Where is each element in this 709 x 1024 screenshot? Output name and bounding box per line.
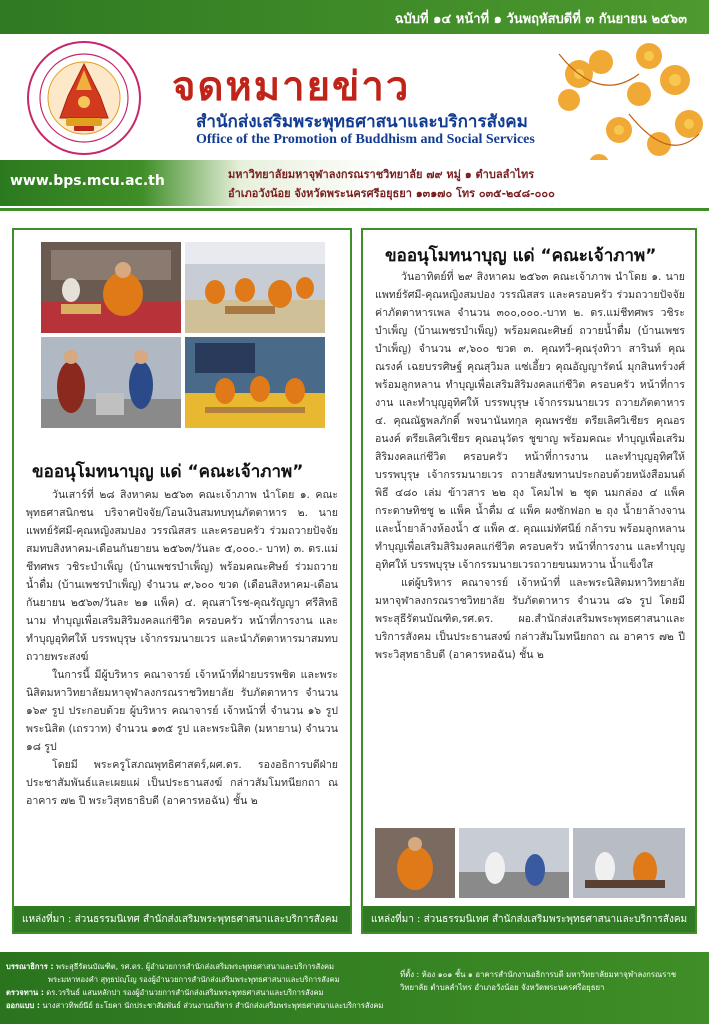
office-name-english: Office of the Promotion of Buddhism and Social Services xyxy=(196,132,535,147)
right-article-title: ขออนุโมทนาบุญ แด่ “คณะเจ้าภาพ” xyxy=(385,246,657,266)
left-photo-grid xyxy=(41,242,325,428)
left-paragraph-1: วันเสาร์ที่ ๒๘ สิงหาคม ๒๕๖๓ คณะเจ้าภาพ นำโดย ๑. คณะพุทธศาสนิกชน บริจาคปัจจัย/โอนเงินสมทบทุนภัตตาหาร ๒. นายแพทย์รัศมี-คุณหญิงสมปอง วรรณิสสร และครอบครัว ร่วมถวายปัจจัยสมทบสิงหาคม-เดือนกันยายน ๒๕๖๓/วันละ ๕,๐๐๐.- บาท) ๓. ดร.แม่ชีทศพร วชิระบำเพ็ญ (บ้านเพชรบำเพ็ญ) พร้อมคณะศิษย์ ร่วมถวายน้ำดื่ม (บ้านเพชรบำเพ็ญ) จำนวน ๙,๖๐๐ ขวด (เดือนสิงหาคม-เดือนกันยายน ๒๕๖๓/วันละ ๒๑ แพ็ค) ๔. คุณสาโรช-คุณรัญญา ศรีสิทธินาม ทำบุญเพื่อเสริมสิริมงคลแก่ชีวิต ครอบครัว หน้าที่การงาน และทำบุญอุทิศให้ บรรพบุรุษ เจ้ากรรมนายเวร และนำภัตตาหารมาสมทบถวายพระสงฆ์ xyxy=(26,489,338,663)
photo-seated-monks xyxy=(185,337,325,428)
left-article-body xyxy=(26,486,338,810)
issue-line: ฉบับที่ ๑๔ หน้าที่ ๑ วันพฤหัสบดีที่ ๓ กันยายน ๒๕๖๓ xyxy=(394,12,687,27)
right-paragraph-2: แด่ผู้บริหาร คณาจารย์ เจ้าหน้าที่ และพระนิสิตมหาวิทยาลัยมหาจุฬาลงกรณราชวิทยาลัย รับภัตตาหาร จำนวน ๘๖ รูป โดยมี พระสุธีรัตนบัณฑิต,รศ.ดร. ผอ.สำนักส่งเสริมพระพุทธศาสนาและบริการสังคม เป็นประธานสงฆ์ กล่าวสัมโมทนียกถา ณ อาคาร ๗๒ ปี พระวิสุทธาธิบดี (อาคารหอฉัน) ชั้น ๒ xyxy=(375,577,685,661)
office-name-thai: สำนักส่งเสริมพระพุทธศาสนาและบริการสังคม xyxy=(196,112,528,132)
right-paragraph-1: วันอาทิตย์ที่ ๒๙ สิงหาคม ๒๕๖๓ คณะเจ้าภาพ นำโดย ๑. นายแพทย์รัศมี-คุณหญิงสมปอง วรรณิสสร และครอบครัว ร่วมถวายปัจจัยค่าภัตตาหารเพล จำนวน ๓๐๐,๐๐๐.-บาท ๒. ดร.แม่ชีทศพร วชิระบำเพ็ญ (บ้านเพชรบำเพ็ญ) พร้อมคณะศิษย์ ถวายน้ำดื่ม (บ้านเพชรบำเพ็ญ) จำนวน ๙,๖๐๐ ขวด ๓. คุณทวี-คุณรุ่งทิวา สารินท์ คุณณรงค์ เฉยบรรศิษฐ์ คุณสุวิมล แซ่เอี้ยว คุณอัญญารัตน์ มุกสินทร์วงศ์ พร้อมลูกหลาน ทำบุญเพื่อเสริมสิริมงคลแก่ชีวิต ครอบครัว หน้าที่การงาน และทำบุญอุทิศให้ บรรพบุรุษ เจ้ากรรมนายเวร ถวายภัตตาหาร ๔. คุณณัฐพลภักดิ์ พจนานันทกุล คุณพรชัย ตรียเลิศวิเชียร คุณอรอนงค์ ตรียเลิศวิเชียร คุณอนุวัตร ชูขาญ พร้อมคณะ ทำบุญเพื่อเสริมสิริมงคลแก่ชีวิต ครอบครัว หน้าที่การงาน และทำบุญอุทิศให้ บรรพบุรุษ เจ้ากรรมนายเวร ถวายสังฆทานประกอบด้วยหนังสือมนต์พิธี ๔๘๐ เล่ม ข้าวสาร ๒๒ ถุง โคมไฟ ๒ ชุด นมกล่อง ๔ แพ็ค กระดาษทิชชู ๒ แพ็ค น้ำดื่ม ๔ แพ็ค ผงซักฟอก ๒ ถุง น้ำยาล้างจาน และน้ำยาล้างห้องน้ำ ๕ แพ็ค ๕. คุณแม่ทัศนีย์ กล้ารบ พร้อมลูกหลาน ทำบุญเพื่อเสริมสิริมงคลแก่ชีวิต ครอบครัว หน้าที่การงาน และทำบุญอุทิศให้ บรรพบุรุษ เจ้ากรรมนายเวรถวายขนมหวาน น้ำแข็งใส xyxy=(375,271,685,571)
header-divider xyxy=(0,208,709,211)
left-source-bar xyxy=(14,906,350,932)
university-seal-icon xyxy=(26,40,142,156)
address-line-1: มหาวิทยาลัยมหาจุฬาลงกรณราชวิทยาลัย ๗๙ หมู่ ๑ ตำบลลำไทร xyxy=(228,168,535,181)
credit-line: พระมหาทองคำ สุทฺธปญฺโญ รองผู้อำนวยการสำนักส่งเสริมพระพุทธศาสนาและบริการสังคม xyxy=(48,975,340,984)
newsletter-title: จดหมายข่าว xyxy=(172,63,411,110)
photo-monks-chanting xyxy=(41,242,181,333)
left-source-text: แหล่งที่มา : ส่วนธรรมนิเทศ สำนักส่งเสริมพระพุทธศาสนาและบริการสังคม xyxy=(22,914,339,925)
credits-block xyxy=(6,960,396,1012)
issue-bar xyxy=(0,0,709,34)
credit-line: ตรวจทาน : ดร.วรรินธ์ แสนหลักปา รองผู้อำนวยการสำนักส่งเสริมพระพุทธศาสนาและบริการสังคม xyxy=(6,988,324,997)
footer xyxy=(0,952,709,1024)
left-article-title: ขออนุโมทนาบุญ แด่ “คณะเจ้าภาพ” xyxy=(32,462,304,482)
address-line-2: อำเภอวังน้อย จังหวัดพระนครศรีอยุธยา ๑๓๑๗๐ โทร ๐๓๕-๒๔๘-๐๐๐ xyxy=(228,187,555,200)
right-article-body xyxy=(375,268,685,664)
photo-hall-monks xyxy=(185,242,325,333)
right-source-bar xyxy=(363,906,695,932)
right-photo-strip xyxy=(375,828,685,898)
right-article xyxy=(361,228,697,934)
left-paragraph-2: ในการนี้ มีผู้บริหาร คณาจารย์ เจ้าหน้าที่ฝ่ายบรรพชิต และพระนิสิตมหาวิทยาลัยมหาจุฬาลงกรณราชวิทยาลัย รับภัตตาหาร จำนวน ๑๖๙ รูป ประกอบด้วย ผู้บริหาร คณาจารย์ เจ้าหน้าที่ จำนวน ๑๖ รูปพระนิสิต (เถรวาท) จำนวน ๑๓๕ รูป และพระนิสิต (มหายาน) จำนวน ๑๘ รูป xyxy=(26,669,338,753)
website-link[interactable]: www.bps.mcu.ac.th xyxy=(10,173,165,189)
contact-address: ที่ตั้ง : ห้อง ๑๐๑ ชั้น ๑ อาคารสำนักงานอธิการบดี มหาวิทยาลัยมหาจุฬาลงกรณราชวิทยาลัย ตำบลลำไทร อำเภอวังน้อย จังหวัดพระนครศรีอยุธยา xyxy=(400,970,677,992)
right-source-text: แหล่งที่มา : ส่วนธรรมนิเทศ สำนักส่งเสริมพระพุทธศาสนาและบริการสังคม xyxy=(371,914,688,925)
photo-offering-food xyxy=(41,337,181,428)
left-article xyxy=(12,228,352,934)
credit-line: บรรณาธิการ : พระสุธีรัตนบัณฑิต, รศ.ดร. ผู้อำนวยการสำนักส่งเสริมพระพุทธศาสนาและบริการสังคม xyxy=(6,962,335,971)
credit-line: ออกแบบ : นางสาวทิพย์นีย์ ธะโยคา นักประชาสัมพันธ์ ส่วนงานบริหาร สำนักส่งเสริมพระพุทธศาสนาและบริการสังคม xyxy=(6,1001,384,1010)
left-paragraph-3: โดยมี พระครูโสภณพุทธิศาสตร์,ผศ.ดร. รองอธิการบดีฝ่ายประชาสัมพันธ์และเผยแผ่ เป็นประธานสงฆ์ กล่าวสัมโมทนียกถา ณ อาคาร ๗๒ ปี พระวิสุทธาธิบดี (อาคารหอฉัน) ชั้น ๒ xyxy=(26,759,338,807)
